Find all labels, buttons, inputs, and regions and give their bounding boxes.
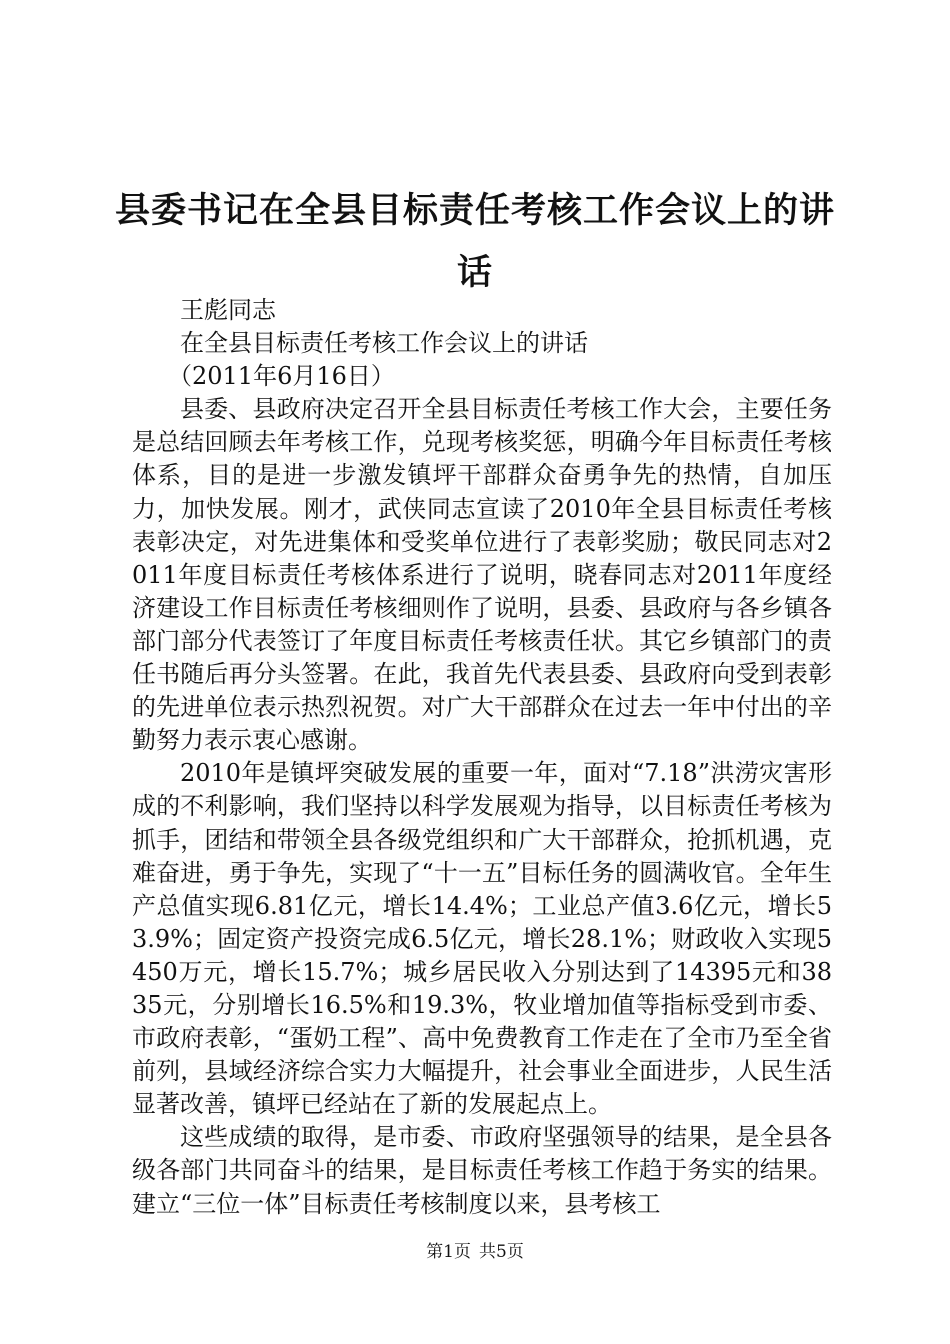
paragraph-1: 县委、县政府决定召开全县目标责任考核工作大会，主要任务是总结回顾去年考核工作，兑现考核奖惩，明确今年目标责任考核体系，目的是进一步激发镇坪干部群众奋勇争先的热情，自加压力，加快发展。刚才，武侠同志宣读了2010年全县目标责任考核表彰决定，对先进集体和受奖单位进行了表彰奖励；敬民同志对2011年度目标责任考核体系进行了说明，晓春同志对2011年度经济建设工作目标责任考核细则作了说明，县委、县政府与各乡镇各部门部分代表签订了年度目标责任考核责任状。其它乡镇部门的责任书随后再分头签署。在此，我首先代表县委、县政府向受到表彰的先进单位表示热烈祝贺。对广大干部群众在过去一年中付出的辛勤努力表示衷心感谢。 <box>132 395 832 755</box>
page-number: 第1页 <box>426 1242 471 1262</box>
author-line: 王彪同志 <box>180 296 276 324</box>
paragraph-3: 这些成绩的取得，是市委、市政府坚强领导的结果，是全县各级各部门共同奋斗的结果，是目标责任考核工作趋于务实的结果。建立“三位一体”目标责任考核制度以来，县考核工 <box>132 1123 832 1218</box>
document-body <box>132 294 832 1221</box>
date-line: （2011年6月16日） <box>168 362 395 391</box>
page-total: 共5页 <box>479 1242 524 1262</box>
paragraph-2: 2010年是镇坪突破发展的重要一年，面对“7.18”洪涝灾害形成的不利影响，我们坚持以科学发展观为指导，以目标责任考核为抓手，团结和带领全县各级党组织和广大干部群众，抢抓机遇，克难奋进，勇于争先，实现了“十一五”目标任务的圆满收官。全年生产总值实现6.81亿元，增长14.4%；工业总产值3.6亿元，增长53.9%；固定资产投资完成6.5亿元，增长28.1%；财政收入实现5450万元，增长15.7%；城乡居民收入分别达到了14395元和3835元，分别增长16.5%和19.3%，牧业增加值等指标受到市委、市政府表彰，“蛋奶工程”、高中免费教育工作走在了全市乃至全省前列，县域经济综合实力大幅提升，社会事业全面进步，人民生活显著改善，镇坪已经站在了新的发展起点上。 <box>132 759 832 1119</box>
document-title: 县委书记在全县目标责任考核工作会议上的讲话 <box>114 191 835 293</box>
page-footer <box>0 1240 950 1264</box>
subtitle-line: 在全县目标责任考核工作会议上的讲话 <box>180 329 588 358</box>
